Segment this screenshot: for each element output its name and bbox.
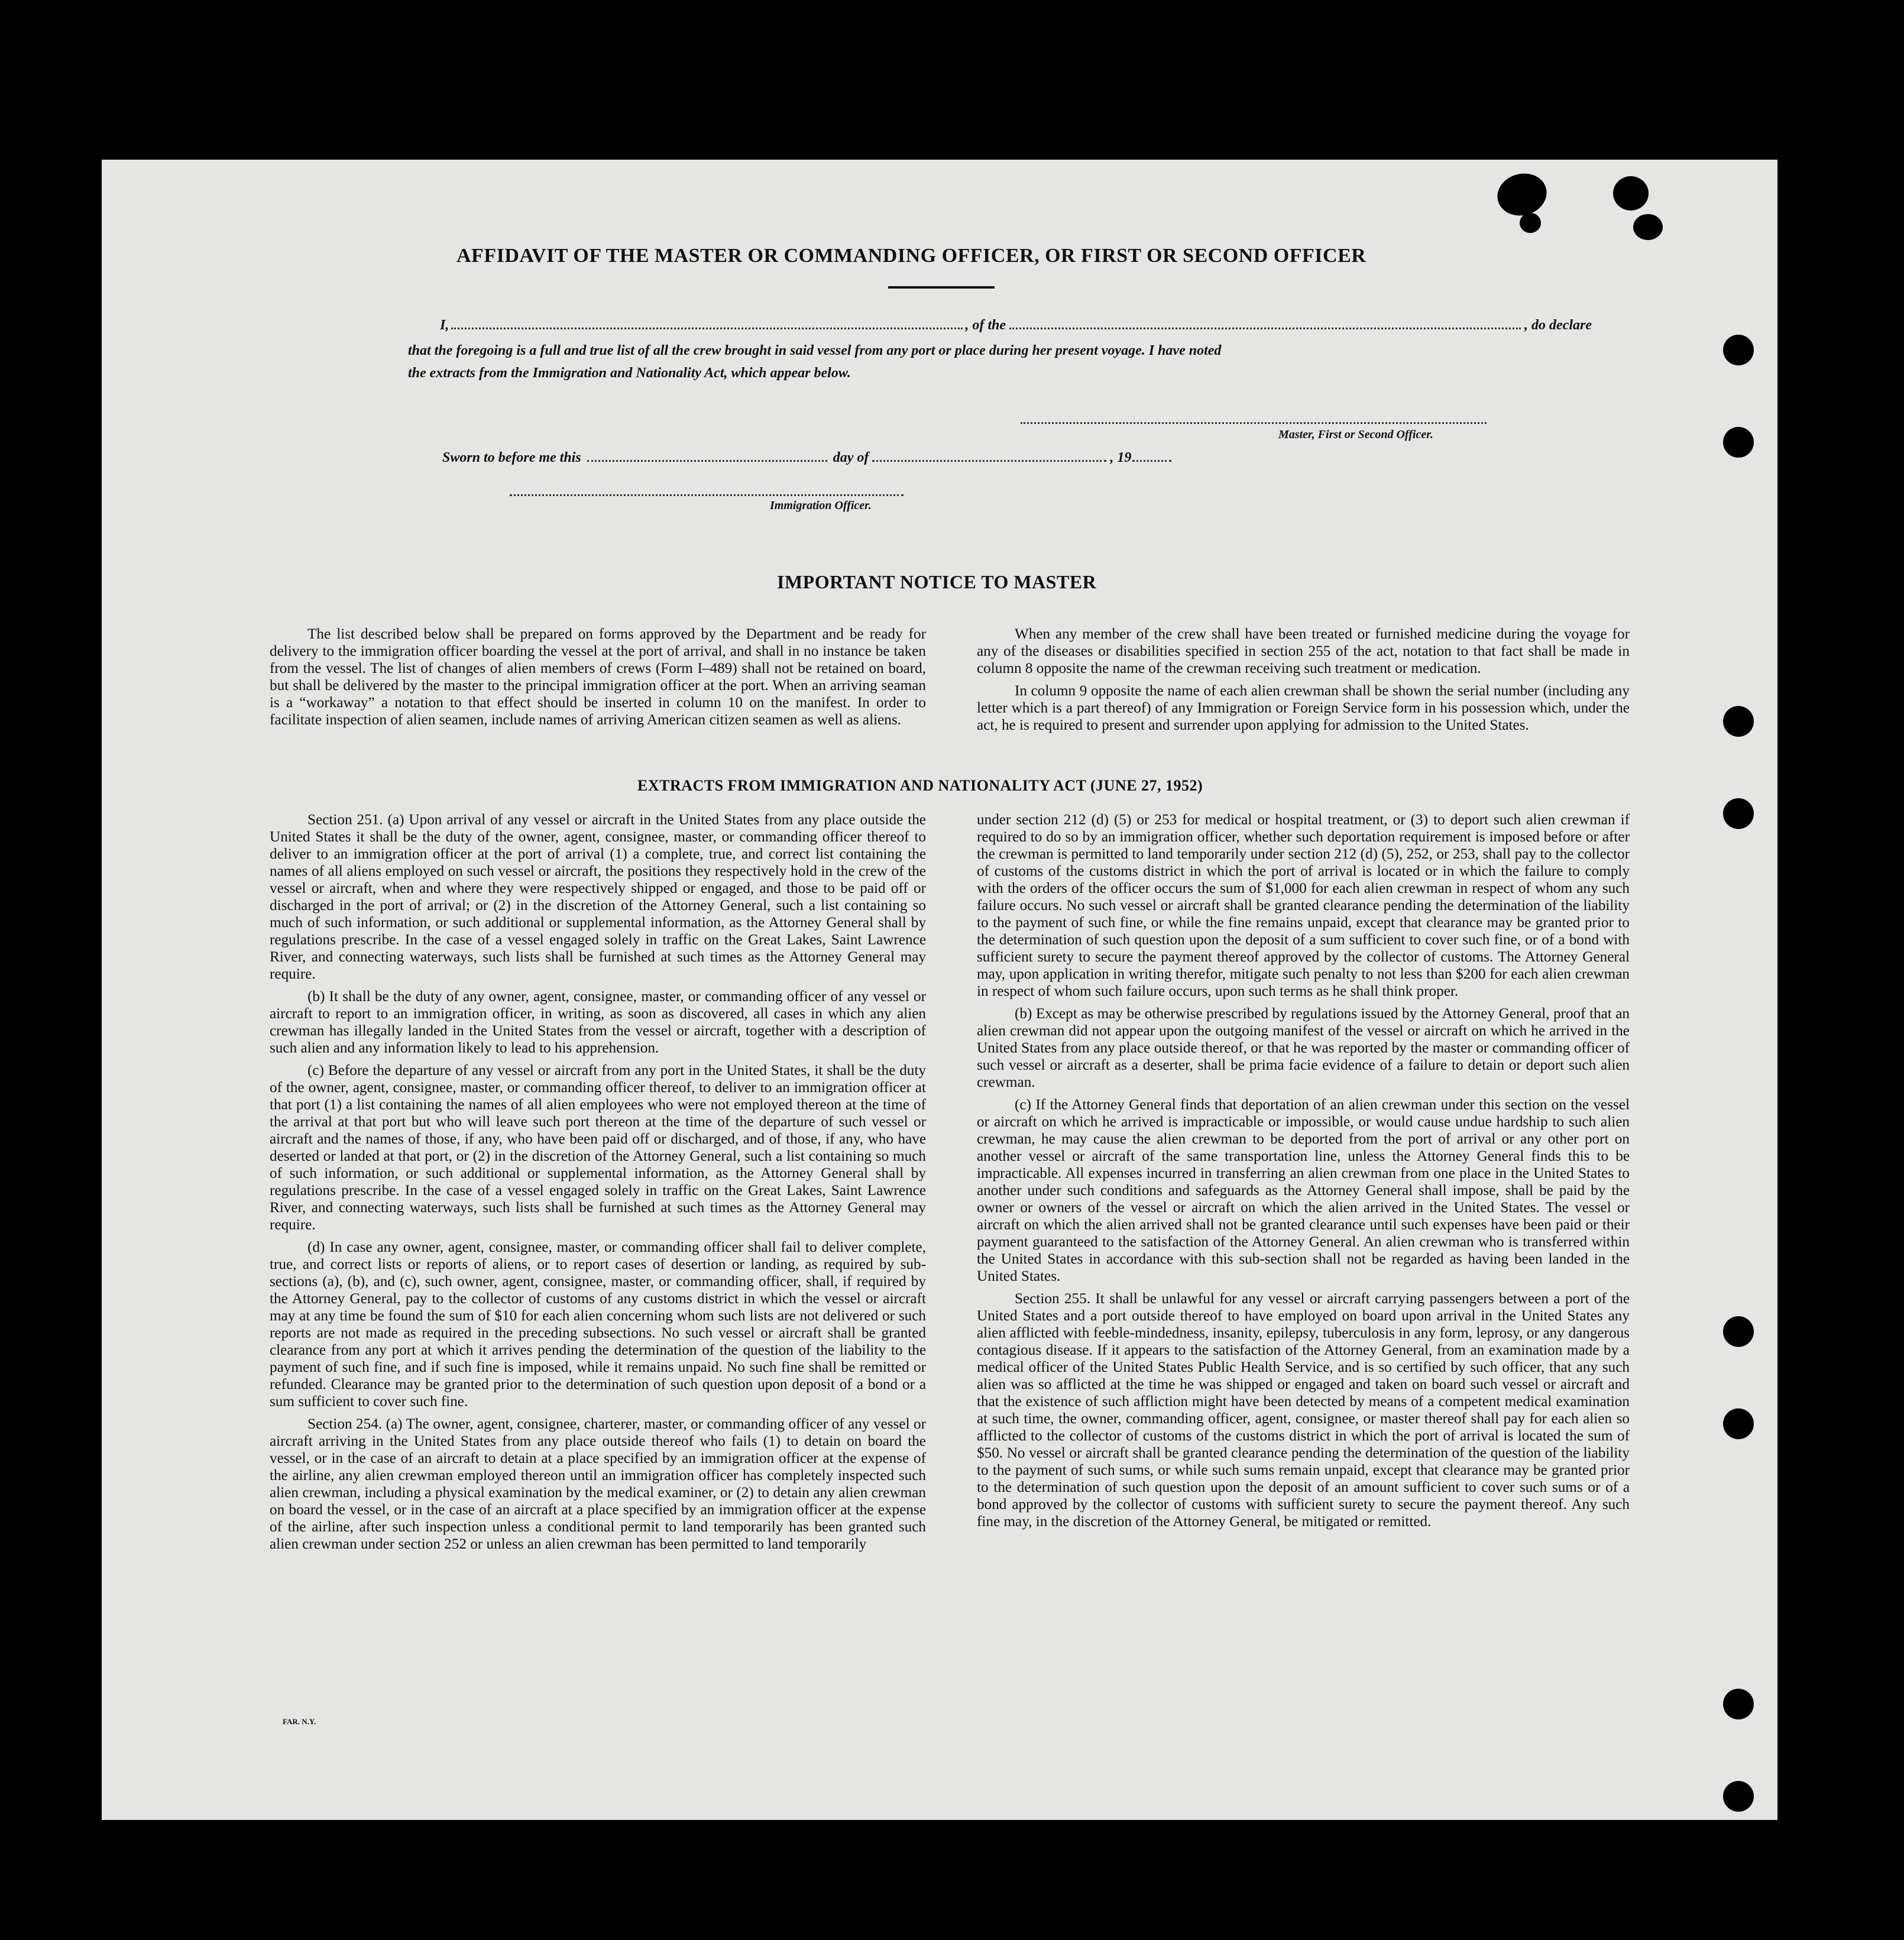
notice-right-text-1: When any member of the crew shall have been treated or furnished medicine during the voyage for any of the diseases or disabilities specified in section 255 of the act, notation to that fact shall be made in column 8 opposite the name of the crewman receiving such treatment or medication. <box>977 626 1630 676</box>
affidavit-title: AFFIDAVIT OF THE MASTER OR COMMANDING OFFICER, OR FIRST OR SECOND OFFICER <box>456 245 1367 267</box>
section-255: Section 255. It shall be unlawful for any vessel or aircraft carrying passengers between a port of the United States and a port outside thereof to have employed on board upon arrival in the United States any alien afflicted with feeble-mindedness, insanity, epilepsy, tuberculosis in any form, leprosy, or any dangerous contagious disease. If it appears to the satisfaction of the Attorney General, from an examination made by a medical officer of the United States Public Health Service, and is so certified by such officer, that any such alien was so afflicted at the time he was shipped or engaged and taken on board such vessel or aircraft and that the existence of such affliction might have been detected by means of a competent medical examination at such time, the owner, commanding officer, agent, consignee, or master thereof shall pay for each alien so afflicted to the collector of customs of the customs district in which the port of arrival is located the sum of $50. No vessel or aircraft shall be granted clearance pending the determination of the question of the liability to the payment of such sums, or while such sums remain unpaid, except that clearance may be granted prior to the determination of such question upon the deposit of an amount sufficient to cover such sums or of a bond approved by the collector of customs with sufficient surety to secure the payment thereof. Any such fine may, in the discretion of the Attorney General, be mitigated or remitted. <box>977 1291 1630 1530</box>
notice-left-paragraph <box>270 626 926 734</box>
master-signature-line[interactable] <box>1021 422 1487 424</box>
notice-right-column <box>977 626 1630 739</box>
section-254a: Section 254. (a) The owner, agent, consignee, charterer, master, or commanding officer of any vessel or aircraft arriving in the United States from any place outside thereof who fails (1) to detain on board the vessel, or in the case of an aircraft to detain at a place specified by an immigration officer at the expense of the airline, any alien crewman employed thereon until an immigration officer has completely inspected such alien crewman, including a physical examination by the medical examiner, or (2) to detain any alien crewman on board the vessel, or in the case of an aircraft at a place specified by an immigration officer at the expense of the airline, after such inspection unless a conditional permit to land temporarily has been granted such alien crewman under section 252 or unless an alien crewman has been permitted to land temporarily <box>270 1416 926 1552</box>
declarant-name-field[interactable] <box>451 316 963 329</box>
ink-blot <box>1613 176 1649 210</box>
section-251b: (b) It shall be the duty of any owner, agent, consignee, master, or commanding officer of any vessel or aircraft to report to an immigration officer, in writing, as soon as discovered, all cases in which any alien crewman has illegally landed in the United States from the vessel or aircraft, together with a description of such alien and any information likely to lead to his apprehension. <box>270 989 926 1056</box>
sworn-month-field[interactable] <box>872 448 1106 462</box>
day-of-label: day of <box>833 450 869 465</box>
of-label: , of the <box>965 318 1006 333</box>
sworn-year-field[interactable] <box>1132 448 1171 462</box>
binder-hole <box>1723 427 1754 458</box>
document-page <box>102 160 1777 1820</box>
extracts-right-column <box>977 811 1630 1536</box>
section-254b: (b) Except as may be otherwise prescribed by regulations issued by the Attorney General, proof that an alien crewman did not appear upon the outgoing manifest of the vessel or aircraft on which he arrived in the United States from any place outside thereof, or that he was reported by the master or commanding officer of such vessel or aircraft as a deserter, shall be prima facie evidence of a failure to detain or deport such alien crewman. <box>977 1006 1630 1090</box>
officer-caption: Immigration Officer. <box>770 499 872 512</box>
declaration-text-line-3: the extracts from the Immigration and Nationality Act, which appear below. <box>408 365 851 381</box>
printer-mark: FAR. N.Y. <box>283 1717 316 1726</box>
binder-hole <box>1723 335 1754 365</box>
extracts-left-column <box>270 811 926 1558</box>
binder-hole <box>1723 1316 1754 1347</box>
declaration-text-line-2: that the foregoing is a full and true list of all the crew brought in said vessel from any port or place during her present voyage. I have noted <box>408 343 1222 358</box>
section-251a: Section 251. (a) Upon arrival of any vessel or aircraft in the United States from any place outside the United States it shall be the duty of the owner, agent, consignee, master, or commanding officer thereof to deliver to an immigration officer at the port of arrival (1) a complete, true, and correct list containing the names of all aliens employed on such vessel or aircraft, the positions they respectively hold in the crew of the vessel or aircraft, when and where they were respectively shipped or engaged, and those to be paid off or discharged in the port of arrival; or (2) in the discretion of the Attorney General, such a list containing so much of such information, or such additional or supplemental information, as the Attorney General shall by regulations prescribe. In the case of a vessel engaged solely in traffic on the Great Lakes, Saint Lawrence River, and connecting waterways, such lists shall be furnished at such times as the Attorney General may require. <box>270 812 926 982</box>
notice-title: IMPORTANT NOTICE TO MASTER <box>777 571 1097 592</box>
master-caption: Master, First or Second Officer. <box>1278 428 1433 441</box>
section-254c: (c) If the Attorney General finds that deportation of an alien crewman under this section on the vessel or aircraft on which he arrived is impracticable or impossible, or would cause undue hardship to such alien crewman, he may cause the alien crewman to be deported from the port of arrival or any other port on another vessel or aircraft of the same transportation line, unless the Attorney General finds this to be impracticable. All expenses incurred in transferring an alien crewman from one place in the United States to another under such conditions and safeguards as the Attorney General shall impose, shall be paid by the owner or owners of the vessel or aircraft on which the alien arrived in the United States. The vessel or aircraft on which the alien arrived shall not be granted clearance until such expenses have been paid or their payment guaranteed to the satisfaction of the Attorney General. An alien crewman who is transferred within the United States in accordance with this sub-section shall not be regarded as having been landed in the United States. <box>977 1097 1630 1284</box>
ink-blot <box>1520 213 1541 233</box>
binder-hole <box>1723 798 1754 829</box>
notice-right-text-2: In column 9 opposite the name of each alien crewman shall be shown the serial number (including any letter which is a part thereof) of any Immigration or Foreign Service form in his possession which, under the act, he is required to present and surrender upon applying for admission to the United States. <box>977 683 1630 733</box>
section-254a-continued: under section 212 (d) (5) or 253 for medical or hospital treatment, or (3) to deport such alien crewman if required to do so by an immigration officer, whether such deportation requirement is imposed before or after the crewman is permitted to land temporarily under section 212 (d) (5), 252, or 253, shall pay to the collector of customs of the customs district in which the port of arrival is located or in which the failure to comply with the orders of the officer occurs the sum of $1,000 for each alien crewman in respect of whom any such failure occurs. No such vessel or aircraft shall be granted clearance pending the determination of the liability to the payment of such fine, or while the fine remains unpaid, except that clearance may be granted prior to the determination of such question upon the deposit of a sum sufficient to cover such fine, or of a bond with sufficient surety to secure the payment thereof approved by the collector of customs. The Attorney General may, upon application in writing therefor, mitigate such penalty to not less than $200 for each alien crewman in respect of whom such failure occurs, upon such terms as he shall think proper. <box>977 812 1630 999</box>
ink-blot <box>1492 168 1551 221</box>
notice-left-text: The list described below shall be prepared on forms approved by the Department and be ready for delivery to the immigration officer boarding the vessel at the port of arrival, and shall in no instance be taken from the vessel. The list of changes of alien members of crews (Form I–489) shall not be retained on board, but shall be delivered by the master to the principal immigration officer at the port. When an arriving seaman is a “workaway” a notation to that effect should be inserted in column 10 on the manifest. In order to facilitate inspection of alien seamen, include names of arriving American citizen seamen as well as aliens. <box>270 626 926 728</box>
binder-hole <box>1723 1781 1754 1812</box>
extracts-title: EXTRACTS FROM IMMIGRATION AND NATIONALITY ACT (JUNE 27, 1952) <box>637 777 1203 794</box>
year-label: , 19 <box>1110 450 1132 465</box>
declaration-line <box>440 316 1592 333</box>
section-251c: (c) Before the departure of any vessel or aircraft from any port in the United States, it shall be the duty of the owner, agent, consignee, master, or commanding officer thereof, to deliver to an immigration officer at that port (1) a list containing the names of all alien employees who were not employed thereon at the time of the arrival at that port but who will leave such port thereon at the time of the departure of such vessel or aircraft and the names of those, if any, who have been paid off or discharged, and of those, if any, who have deserted or landed at that port, or (2) in the discretion of the Attorney General, such a list containing so much of such information, or such additional or supplemental information, as the Attorney General shall by regulations prescribe. In the case of a vessel engaged solely in traffic on the Great Lakes, Saint Lawrence River, and connecting waterways, such lists shall be furnished at such times as the Attorney General may require. <box>270 1063 926 1233</box>
binder-hole <box>1723 706 1754 737</box>
section-251d: (d) In case any owner, agent, consignee, master, or commanding officer shall fail to deliver complete, true, and correct lists or reports of aliens, or to report cases of desertion or landing, as required by sub-sections (a), (b), and (c), such owner, agent, consignee, master, or commanding officer, shall, if required by the Attorney General, pay to the collector of customs of any customs district in which the vessel or aircraft may at any time be found the sum of $10 for each alien concerning whom such lists are not delivered or such reports are not made as required in the preceding subsections. No such vessel or aircraft shall be granted clearance from any port at which it arrives pending the determination of the question of the liability to the payment of such fine, and if such fine is imposed, while it remains unpaid. No such fine shall be remitted or refunded. Clearance may be granted prior to the determination of such question upon deposit of a bond or a sum sufficient to cover such fine. <box>270 1239 926 1410</box>
sworn-day-field[interactable] <box>587 448 827 462</box>
declarant-label: I, <box>440 318 449 333</box>
ink-blot <box>1633 214 1663 240</box>
sworn-label: Sworn to before me this <box>442 450 581 465</box>
binder-hole <box>1723 1689 1754 1719</box>
vessel-name-field[interactable] <box>1009 316 1521 329</box>
declare-label: , do declare <box>1524 318 1592 333</box>
binder-hole <box>1723 1408 1754 1439</box>
title-rule <box>888 286 995 289</box>
sworn-line <box>442 448 1329 466</box>
officer-signature-line[interactable] <box>510 494 904 496</box>
